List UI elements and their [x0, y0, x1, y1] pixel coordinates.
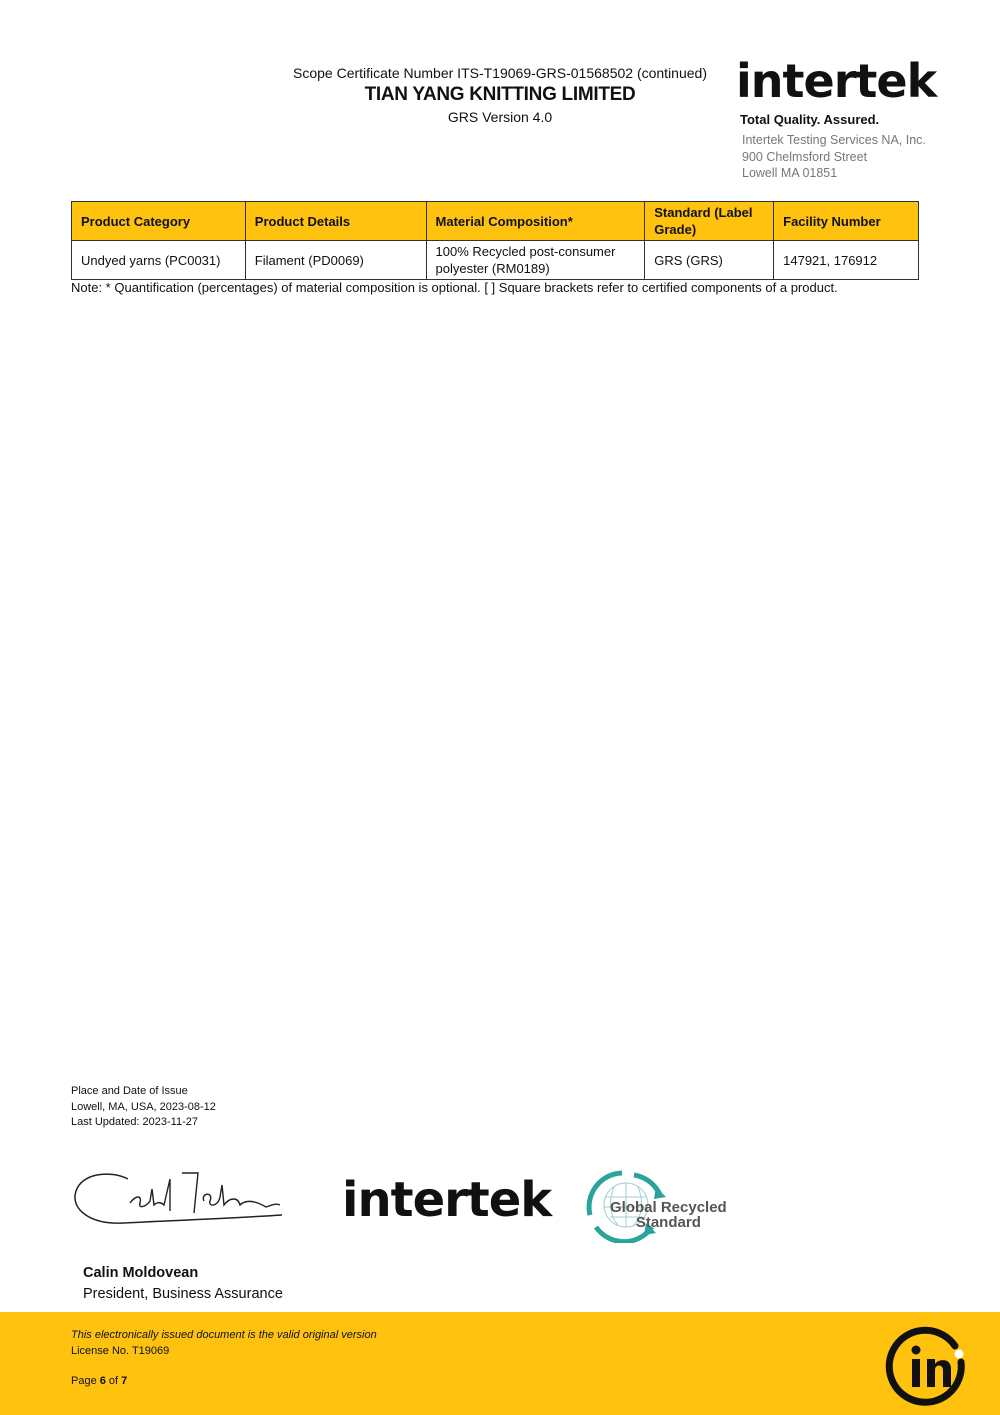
page-prefix: Page [71, 1375, 100, 1387]
column-header-standard: Standard (Label Grade) [645, 202, 774, 241]
signer-title: President, Business Assurance [83, 1286, 283, 1302]
column-header-facility-number: Facility Number [774, 202, 919, 241]
intertek-logo-text: intertek [736, 54, 937, 108]
company-name: TIAN YANG KNITTING LIMITED [364, 84, 636, 105]
standard-version: GRS Version 4.0 [447, 109, 553, 125]
page-of: of [105, 1375, 122, 1387]
address-line: 900 Chelmsford Street [742, 149, 868, 164]
grs-logo-line: Standard [635, 1214, 701, 1231]
cell-standard: GRS (GRS) [645, 241, 774, 280]
issue-label: Place and Date of Issue [71, 1085, 188, 1097]
signer-name: Calin Moldovean [83, 1265, 199, 1281]
cell-material-composition: 100% Recycled post-consumer polyester (RM0189) [426, 241, 645, 280]
footer-disclaimer: This electronically issued document is the valid original version [71, 1329, 377, 1341]
intertek-logo-text: intertek [342, 1172, 552, 1228]
table-header-row [72, 202, 919, 241]
intertek-logo-footer [342, 1172, 552, 1228]
certificate-header [230, 64, 770, 127]
license-number: License No. T19069 [71, 1345, 170, 1357]
footer-bar [0, 1312, 1000, 1415]
page-number [71, 1375, 127, 1387]
brand-tagline: Total Quality. Assured. [740, 112, 880, 127]
last-updated: Last Updated: 2023-11-27 [71, 1116, 198, 1128]
intertek-logo [736, 54, 937, 108]
product-scope-table [71, 201, 919, 280]
issuer-address [742, 132, 926, 182]
grs-logo-text [610, 1200, 727, 1230]
cell-product-category: Undyed yarns (PC0031) [72, 241, 246, 280]
address-line: Lowell MA 01851 [742, 166, 838, 180]
issue-place-date: Lowell, MA, USA, 2023-08-12 [71, 1100, 216, 1113]
address-line: Intertek Testing Services NA, Inc. [742, 133, 926, 147]
column-header-product-category: Product Category [72, 202, 246, 241]
table-row [72, 241, 919, 280]
cell-facility-number: 147921, 176912 [774, 241, 919, 280]
scope-certificate-number: Scope Certificate Number ITS-T19069-GRS-01568502 (continued) [293, 65, 707, 81]
page-total: 7 [121, 1375, 128, 1387]
column-header-material-composition: Material Composition* [426, 202, 645, 241]
grs-logo-line: Global Recycled [610, 1199, 727, 1216]
intertek-in-icon [885, 1324, 971, 1410]
page-current: 6 [99, 1375, 106, 1387]
intertek-in-logo [885, 1324, 971, 1415]
table-note: Note: * Quantification (percentages) of material composition is optional. [ ] Square brackets refer to certified components of a product. [71, 280, 838, 295]
cell-product-details: Filament (PD0069) [245, 241, 426, 280]
issue-details [71, 1084, 216, 1131]
signature-icon [70, 1165, 285, 1231]
signature [70, 1165, 285, 1236]
column-header-product-details: Product Details [245, 202, 426, 241]
signer-block [83, 1263, 283, 1305]
